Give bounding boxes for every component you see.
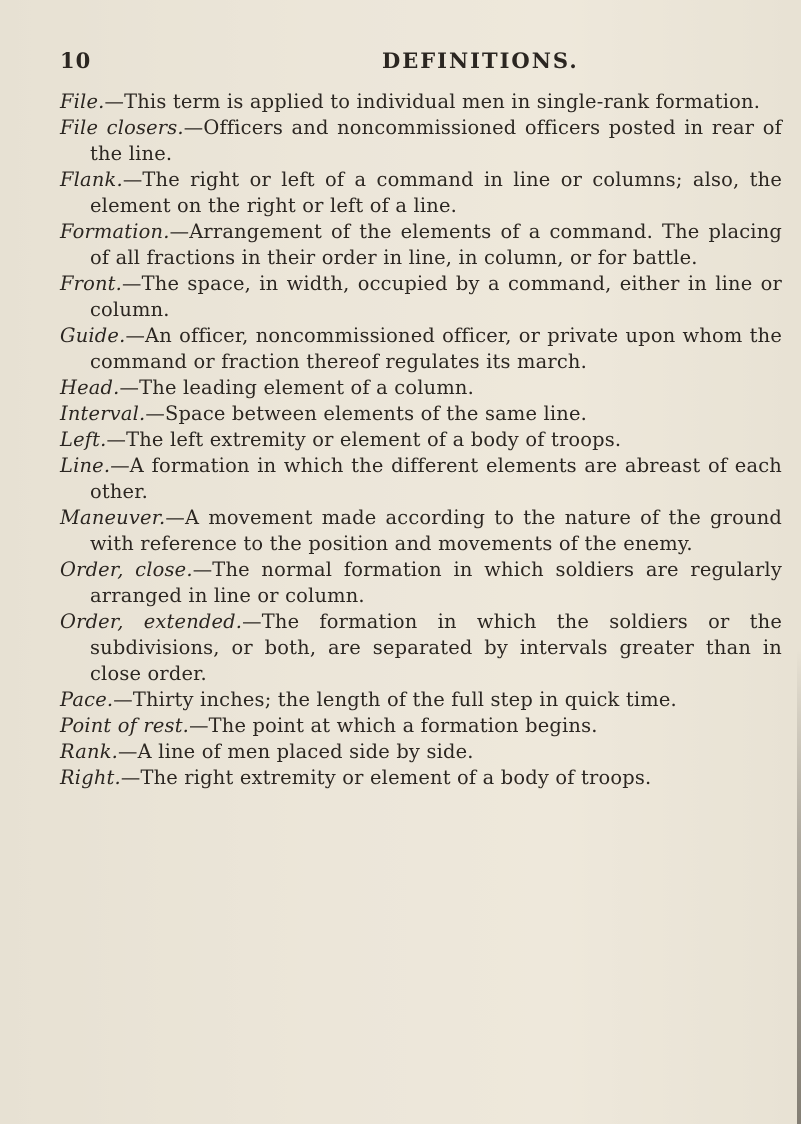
term: Front. (60, 272, 123, 295)
term: Pace. (60, 688, 114, 711)
definition: —The space, in width, occupied by a command, either in line or column. (90, 272, 782, 321)
definition-entry-formation (60, 219, 782, 271)
running-head: DEFINITIONS. (382, 48, 579, 73)
term: Order, extended. (60, 610, 243, 633)
definition: —The point at which a formation begins. (189, 714, 598, 737)
definition: —A formation in which the different elements are abreast of each other. (90, 454, 782, 503)
definition-entry-file-closers (60, 115, 782, 167)
definition-entry-point-of-rest (60, 713, 782, 739)
definition: —This term is applied to individual men in single-rank formation. (104, 90, 761, 113)
definition: —An officer, noncommissioned officer, or private upon whom the command or fraction thereof regulates its march. (90, 324, 782, 373)
definition: —The leading element of a column. (119, 376, 474, 399)
definition: —The right extremity or element of a body of troops. (120, 766, 652, 789)
term: Rank. (60, 740, 119, 763)
definition: —A line of men placed side by side. (118, 740, 474, 763)
definition: —Thirty inches; the length of the full step in quick time. (113, 688, 677, 711)
definition-entry-left (60, 427, 782, 453)
definition-entry-flank (60, 167, 782, 219)
definition: —The normal formation in which soldiers are regularly arranged in line or column. (90, 558, 782, 607)
definition-entry-right (60, 765, 782, 791)
definition-entry-head (60, 375, 782, 401)
term: Interval. (60, 402, 146, 425)
definition: —A movement made according to the nature of the ground with reference to the position and movements of the enemy. (90, 506, 782, 555)
definition-entry-file (60, 89, 782, 115)
definition-entry-front (60, 271, 782, 323)
term: Formation. (60, 220, 170, 243)
definition-entry-rank (60, 739, 782, 765)
term: Guide. (60, 324, 126, 347)
definition: —The left extremity or element of a body of troops. (106, 428, 622, 451)
definition: —The formation in which the soldiers or the subdivisions, or both, are separated by intervals greater than in close order. (90, 610, 782, 685)
term: Right. (60, 766, 121, 789)
term: File. (60, 90, 105, 113)
page-header (60, 48, 760, 78)
definition-entry-pace (60, 687, 782, 713)
page-edge-shadow (797, 650, 801, 1124)
definition-entry-guide (60, 323, 782, 375)
term: Point of rest. (60, 714, 190, 737)
definition: —Space between elements of the same line. (145, 402, 588, 425)
definition-entry-maneuver (60, 505, 782, 557)
definition-entry-order-extended (60, 609, 782, 687)
term: Order, close. (60, 558, 193, 581)
page-number: 10 (60, 48, 92, 73)
definition: —Officers and noncommissioned officers posted in rear of the line. (90, 116, 782, 165)
definition-entry-order-close (60, 557, 782, 609)
definition-entry-interval (60, 401, 782, 427)
term: Left. (60, 428, 107, 451)
term: Flank. (60, 168, 123, 191)
term: Line. (60, 454, 111, 477)
term: File closers. (60, 116, 184, 139)
term: Head. (60, 376, 120, 399)
definition: —Arrangement of the elements of a command. The placing of all fractions in their order in line, in column, or for battle. (90, 220, 782, 269)
definitions-list (60, 89, 782, 791)
definition: —The right or left of a command in line or columns; also, the element on the right or left of a line. (90, 168, 782, 217)
definition-entry-line (60, 453, 782, 505)
term: Maneuver. (60, 506, 166, 529)
